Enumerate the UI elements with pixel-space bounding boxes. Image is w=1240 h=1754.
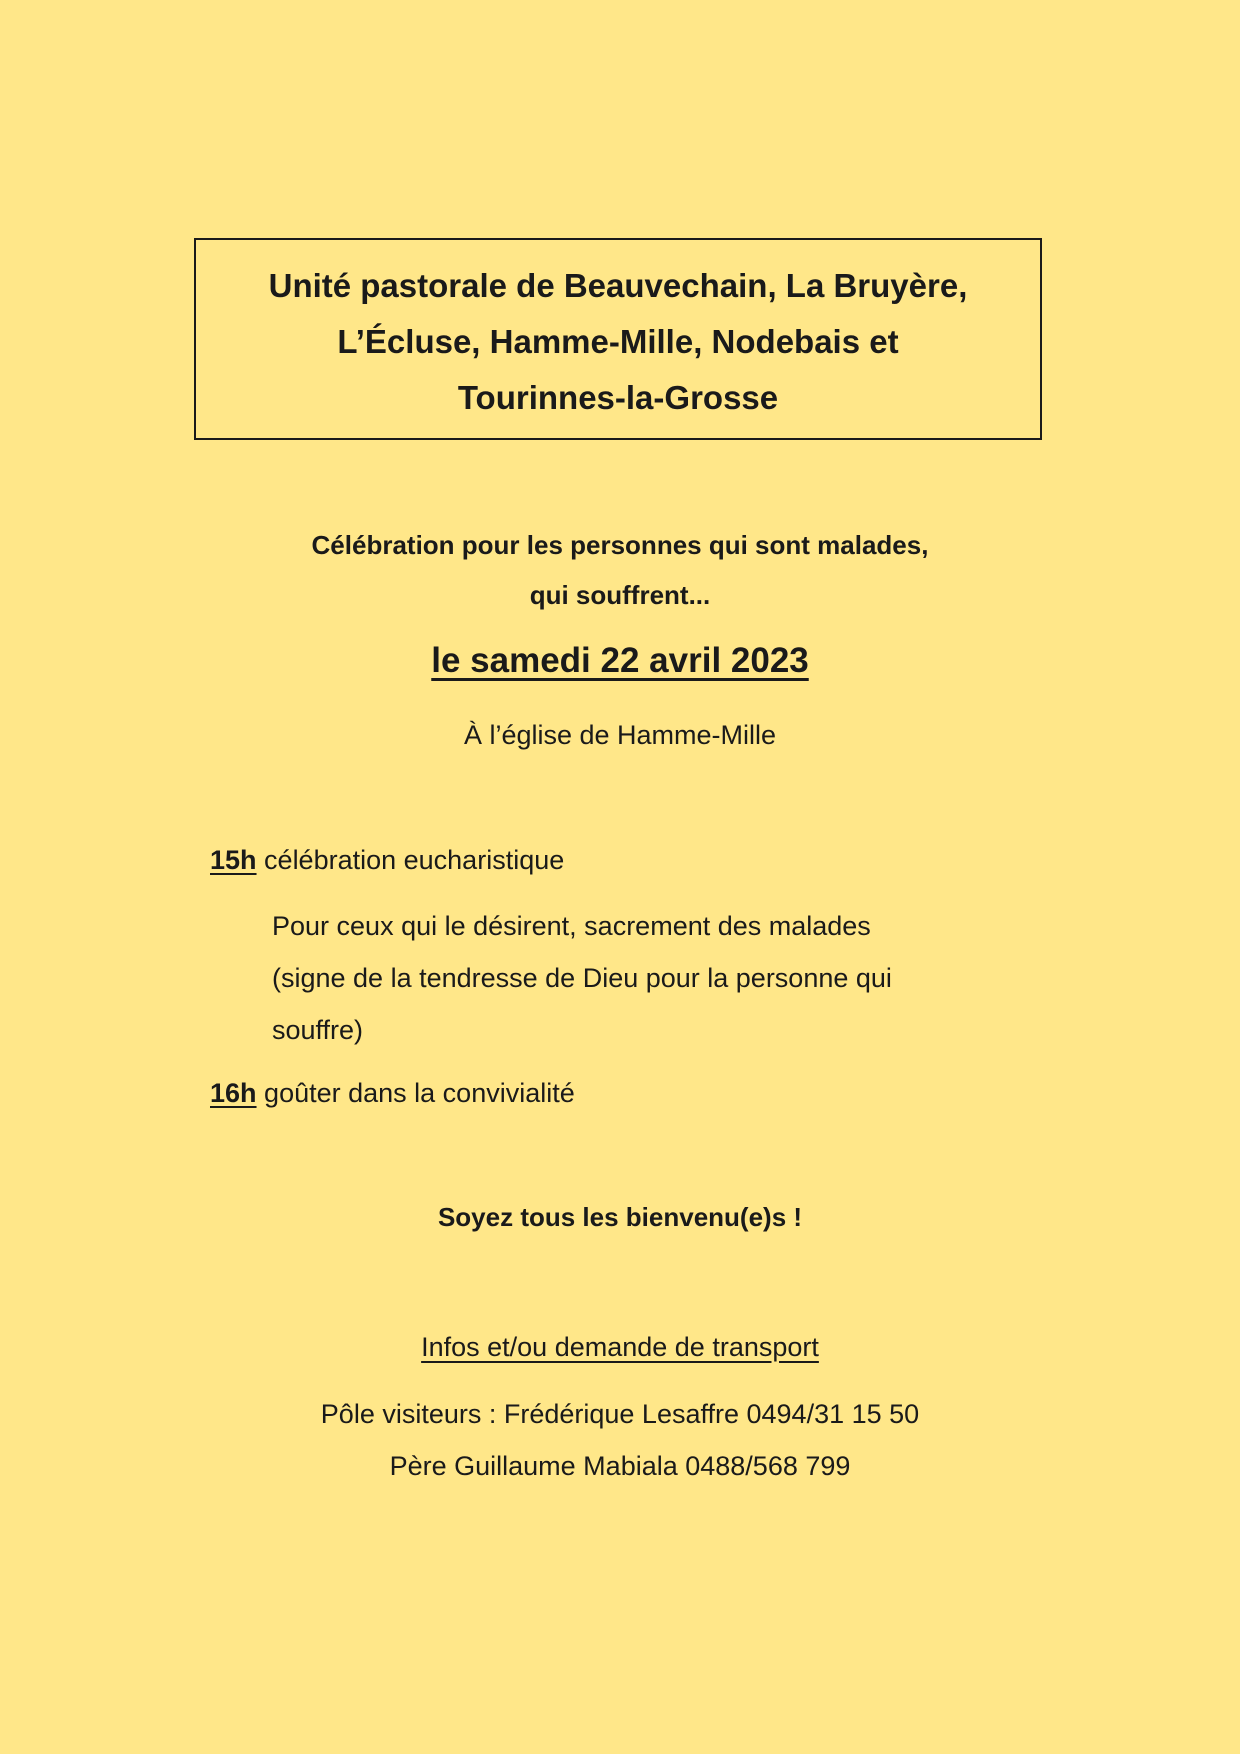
welcome-text: Soyez tous les bienvenu(e)s !	[437, 1202, 803, 1232]
header-line: L’Écluse, Hamme-Mille, Nodebais et	[337, 323, 899, 360]
header-box	[194, 238, 1042, 440]
contacts	[0, 1388, 1240, 1492]
contact-line: Pôle visiteurs : Frédérique Lesaffre 0494/31 15 50	[320, 1399, 920, 1429]
schedule-label: goûter dans la convivialité	[264, 1078, 575, 1108]
header-line: Unité pastorale de Beauvechain, La Bruyère,	[268, 267, 968, 304]
event-date-text: le samedi 22 avril 2023	[431, 641, 809, 680]
intro-line-2: qui souffrent...	[529, 580, 711, 610]
event-date	[0, 636, 1240, 686]
schedule-time: 15h	[210, 845, 257, 875]
event-place: À l’église de Hamme-Mille	[463, 720, 777, 750]
schedule-item-15h	[210, 837, 564, 883]
schedule-label: célébration eucharistique	[264, 845, 565, 875]
header-line: Tourinnes-la-Grosse	[457, 379, 779, 416]
intro-text	[0, 520, 1240, 620]
intro-line-1: Célébration pour les personnes qui sont malades,	[311, 530, 929, 560]
schedule-details	[272, 900, 1052, 1056]
schedule-item-16h	[210, 1070, 575, 1116]
schedule-detail-line: (signe de la tendresse de Dieu pour la personne qui	[272, 963, 892, 993]
schedule-time: 16h	[210, 1078, 257, 1108]
infos-heading-text: Infos et/ou demande de transport	[421, 1332, 819, 1362]
contact-line: Père Guillaume Mabiala 0488/568 799	[389, 1451, 851, 1481]
schedule-detail-line: Pour ceux qui le désirent, sacrement des malades	[272, 911, 871, 941]
schedule-detail-line: souffre)	[272, 1015, 364, 1045]
infos-heading	[0, 1324, 1240, 1370]
